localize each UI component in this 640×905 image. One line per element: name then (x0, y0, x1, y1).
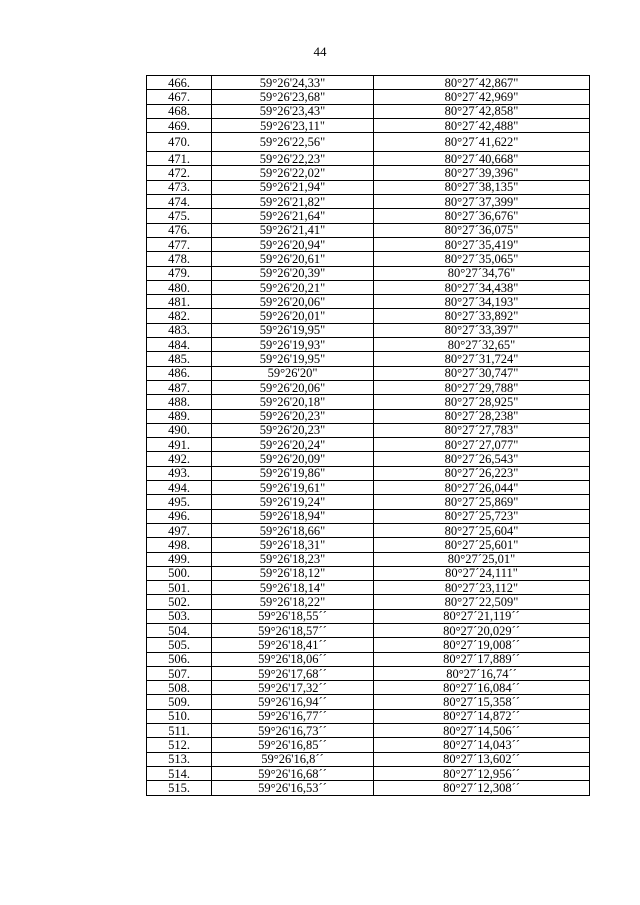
longitude-cell: 80°27´16,084´´ (374, 681, 590, 695)
latitude-cell: 59°26'20,06" (212, 295, 374, 309)
latitude-cell: 59°26'19,61" (212, 481, 374, 495)
latitude-cell: 59°26'20,61" (212, 252, 374, 266)
latitude-cell: 59°26'18,14" (212, 581, 374, 595)
point-number-cell: 497. (147, 523, 212, 537)
longitude-cell: 80°27´20,029´´ (374, 623, 590, 637)
latitude-cell: 59°26'21,82" (212, 195, 374, 209)
table-row (147, 280, 590, 294)
point-number-cell: 488. (147, 395, 212, 409)
point-number-cell: 480. (147, 280, 212, 294)
longitude-cell: 80°27´25,723" (374, 509, 590, 523)
latitude-cell: 59°26'16,68´´ (212, 766, 374, 780)
latitude-cell: 59°26'17,32´´ (212, 681, 374, 695)
longitude-cell: 80°27´42,867" (374, 76, 590, 90)
longitude-cell: 80°27´12,308´´ (374, 781, 590, 795)
point-number-cell: 503. (147, 609, 212, 623)
point-number-cell: 506. (147, 652, 212, 666)
longitude-cell: 80°27´25,869" (374, 495, 590, 509)
point-number-cell: 483. (147, 323, 212, 337)
point-number-cell: 470. (147, 133, 212, 152)
table-row (147, 709, 590, 723)
longitude-cell: 80°27´34,193" (374, 295, 590, 309)
table-row (147, 766, 590, 780)
longitude-cell: 80°27´26,543" (374, 452, 590, 466)
longitude-cell: 80°27´15,358´´ (374, 695, 590, 709)
table-row (147, 724, 590, 738)
latitude-cell: 59°26'20,39" (212, 266, 374, 280)
point-number-cell: 482. (147, 309, 212, 323)
table-row (147, 195, 590, 209)
longitude-cell: 80°27´35,065" (374, 252, 590, 266)
longitude-cell: 80°27´29,788" (374, 380, 590, 394)
point-number-cell: 475. (147, 209, 212, 223)
longitude-cell: 80°27´14,043´´ (374, 738, 590, 752)
point-number-cell: 511. (147, 724, 212, 738)
latitude-cell: 59°26'18,94" (212, 509, 374, 523)
table-row (147, 118, 590, 132)
latitude-cell: 59°26'20,09" (212, 452, 374, 466)
page-number: 44 (313, 44, 327, 59)
table-row (147, 366, 590, 380)
longitude-cell: 80°27´33,397" (374, 323, 590, 337)
point-number-cell: 491. (147, 438, 212, 452)
table-row (147, 409, 590, 423)
latitude-cell: 59°26'18,41´´ (212, 638, 374, 652)
point-number-cell: 505. (147, 638, 212, 652)
point-number-cell: 477. (147, 237, 212, 251)
longitude-cell: 80°27´38,135" (374, 180, 590, 194)
point-number-cell: 472. (147, 166, 212, 180)
table-row (147, 609, 590, 623)
latitude-cell: 59°26'23,68" (212, 90, 374, 104)
latitude-cell: 59°26'20,06" (212, 380, 374, 394)
latitude-cell: 59°26'18,22" (212, 595, 374, 609)
table-row (147, 180, 590, 194)
latitude-cell: 59°26'20,23" (212, 423, 374, 437)
point-number-cell: 467. (147, 90, 212, 104)
latitude-cell: 59°26'22,23" (212, 152, 374, 166)
latitude-cell: 59°26'20,01" (212, 309, 374, 323)
latitude-cell: 59°26'20,23" (212, 409, 374, 423)
latitude-cell: 59°26'24,33" (212, 76, 374, 90)
point-number-cell: 510. (147, 709, 212, 723)
table-row (147, 90, 590, 104)
table-row (147, 481, 590, 495)
point-number-cell: 495. (147, 495, 212, 509)
latitude-cell: 59°26'23,43" (212, 104, 374, 118)
point-number-cell: 492. (147, 452, 212, 466)
longitude-cell: 80°27´34,76" (374, 266, 590, 280)
latitude-cell: 59°26'19,93" (212, 338, 374, 352)
table-row (147, 752, 590, 766)
latitude-cell: 59°26'18,31" (212, 538, 374, 552)
point-number-cell: 487. (147, 380, 212, 394)
point-number-cell: 479. (147, 266, 212, 280)
point-number-cell: 501. (147, 581, 212, 595)
point-number-cell: 496. (147, 509, 212, 523)
longitude-cell: 80°27´16,74´´ (374, 666, 590, 680)
latitude-cell: 59°26'18,55´´ (212, 609, 374, 623)
table-row (147, 452, 590, 466)
longitude-cell: 80°27´17,889´´ (374, 652, 590, 666)
point-number-cell: 493. (147, 466, 212, 480)
longitude-cell: 80°27´19,008´´ (374, 638, 590, 652)
point-number-cell: 490. (147, 423, 212, 437)
table-row (147, 466, 590, 480)
table-row (147, 133, 590, 152)
longitude-cell: 80°27´26,044" (374, 481, 590, 495)
longitude-cell: 80°27´14,872´´ (374, 709, 590, 723)
table-row (147, 523, 590, 537)
longitude-cell: 80°27´25,01" (374, 552, 590, 566)
latitude-cell: 59°26'16,53´´ (212, 781, 374, 795)
point-number-cell: 468. (147, 104, 212, 118)
latitude-cell: 59°26'18,57´´ (212, 623, 374, 637)
latitude-cell: 59°26'21,94" (212, 180, 374, 194)
table-row (147, 666, 590, 680)
table-row (147, 738, 590, 752)
latitude-cell: 59°26'18,66" (212, 523, 374, 537)
table-row (147, 623, 590, 637)
point-number-cell: 476. (147, 223, 212, 237)
longitude-cell: 80°27´36,676" (374, 209, 590, 223)
table-row (147, 652, 590, 666)
point-number-cell: 509. (147, 695, 212, 709)
point-number-cell: 499. (147, 552, 212, 566)
longitude-cell: 80°27´27,783" (374, 423, 590, 437)
point-number-cell: 481. (147, 295, 212, 309)
point-number-cell: 500. (147, 566, 212, 580)
longitude-cell: 80°27´13,602´´ (374, 752, 590, 766)
table-row (147, 595, 590, 609)
longitude-cell: 80°27´33,892" (374, 309, 590, 323)
longitude-cell: 80°27´40,668" (374, 152, 590, 166)
point-number-cell: 507. (147, 666, 212, 680)
longitude-cell: 80°27´26,223" (374, 466, 590, 480)
table-row (147, 509, 590, 523)
longitude-cell: 80°27´24,111" (374, 566, 590, 580)
table-row (147, 76, 590, 90)
table-row (147, 552, 590, 566)
longitude-cell: 80°27´41,622" (374, 133, 590, 152)
point-number-cell: 489. (147, 409, 212, 423)
longitude-cell: 80°27´39,396" (374, 166, 590, 180)
point-number-cell: 515. (147, 781, 212, 795)
table-row (147, 309, 590, 323)
latitude-cell: 59°26'21,41" (212, 223, 374, 237)
table-row (147, 566, 590, 580)
latitude-cell: 59°26'20" (212, 366, 374, 380)
point-number-cell: 466. (147, 76, 212, 90)
latitude-cell: 59°26'19,86" (212, 466, 374, 480)
table-row (147, 338, 590, 352)
table-row (147, 166, 590, 180)
point-number-cell: 514. (147, 766, 212, 780)
table-row (147, 352, 590, 366)
table-row (147, 538, 590, 552)
latitude-cell: 59°26'18,12" (212, 566, 374, 580)
longitude-cell: 80°27´31,724" (374, 352, 590, 366)
latitude-cell: 59°26'19,24" (212, 495, 374, 509)
latitude-cell: 59°26'16,94´´ (212, 695, 374, 709)
longitude-cell: 80°27´42,969" (374, 90, 590, 104)
table-row (147, 638, 590, 652)
table-row (147, 323, 590, 337)
table-row (147, 237, 590, 251)
longitude-cell: 80°27´42,858" (374, 104, 590, 118)
longitude-cell: 80°27´37,399" (374, 195, 590, 209)
table-row (147, 781, 590, 795)
longitude-cell: 80°27´23,112" (374, 581, 590, 595)
point-number-cell: 486. (147, 366, 212, 380)
table-row (147, 223, 590, 237)
point-number-cell: 469. (147, 118, 212, 132)
point-number-cell: 512. (147, 738, 212, 752)
point-number-cell: 474. (147, 195, 212, 209)
latitude-cell: 59°26'20,21" (212, 280, 374, 294)
table-row (147, 395, 590, 409)
point-number-cell: 504. (147, 623, 212, 637)
latitude-cell: 59°26'18,23" (212, 552, 374, 566)
longitude-cell: 80°27´28,925" (374, 395, 590, 409)
table-row (147, 104, 590, 118)
latitude-cell: 59°26'16,85´´ (212, 738, 374, 752)
point-number-cell: 471. (147, 152, 212, 166)
latitude-cell: 59°26'21,64" (212, 209, 374, 223)
latitude-cell: 59°26'20,94" (212, 237, 374, 251)
longitude-cell: 80°27´34,438" (374, 280, 590, 294)
table-row (147, 423, 590, 437)
table-row (147, 295, 590, 309)
longitude-cell: 80°27´12,956´´ (374, 766, 590, 780)
longitude-cell: 80°27´14,506´´ (374, 724, 590, 738)
table-row (147, 581, 590, 595)
point-number-cell: 508. (147, 681, 212, 695)
table-row (147, 695, 590, 709)
point-number-cell: 485. (147, 352, 212, 366)
table-row (147, 266, 590, 280)
latitude-cell: 59°26'16,77´´ (212, 709, 374, 723)
latitude-cell: 59°26'18,06´´ (212, 652, 374, 666)
table-row (147, 681, 590, 695)
table-row (147, 438, 590, 452)
latitude-cell: 59°26'16,8´´ (212, 752, 374, 766)
point-number-cell: 502. (147, 595, 212, 609)
latitude-cell: 59°26'19,95" (212, 352, 374, 366)
point-number-cell: 473. (147, 180, 212, 194)
latitude-cell: 59°26'23,11" (212, 118, 374, 132)
point-number-cell: 498. (147, 538, 212, 552)
point-number-cell: 513. (147, 752, 212, 766)
longitude-cell: 80°27´22,509" (374, 595, 590, 609)
table-row (147, 380, 590, 394)
coordinates-table-body (147, 76, 590, 796)
point-number-cell: 494. (147, 481, 212, 495)
point-number-cell: 484. (147, 338, 212, 352)
longitude-cell: 80°27´25,604" (374, 523, 590, 537)
longitude-cell: 80°27´32,65" (374, 338, 590, 352)
table-row (147, 495, 590, 509)
longitude-cell: 80°27´28,238" (374, 409, 590, 423)
latitude-cell: 59°26'19,95" (212, 323, 374, 337)
latitude-cell: 59°26'16,73´´ (212, 724, 374, 738)
longitude-cell: 80°27´36,075" (374, 223, 590, 237)
longitude-cell: 80°27´35,419" (374, 237, 590, 251)
longitude-cell: 80°27´21,119´´ (374, 609, 590, 623)
table-row (147, 252, 590, 266)
coordinates-table (146, 75, 590, 796)
longitude-cell: 80°27´27,077" (374, 438, 590, 452)
point-number-cell: 478. (147, 252, 212, 266)
longitude-cell: 80°27´25,601" (374, 538, 590, 552)
latitude-cell: 59°26'17,68´´ (212, 666, 374, 680)
longitude-cell: 80°27´30,747" (374, 366, 590, 380)
latitude-cell: 59°26'20,18" (212, 395, 374, 409)
table-row (147, 152, 590, 166)
latitude-cell: 59°26'22,02" (212, 166, 374, 180)
latitude-cell: 59°26'20,24" (212, 438, 374, 452)
table-row (147, 209, 590, 223)
longitude-cell: 80°27´42,488" (374, 118, 590, 132)
latitude-cell: 59°26'22,56" (212, 133, 374, 152)
